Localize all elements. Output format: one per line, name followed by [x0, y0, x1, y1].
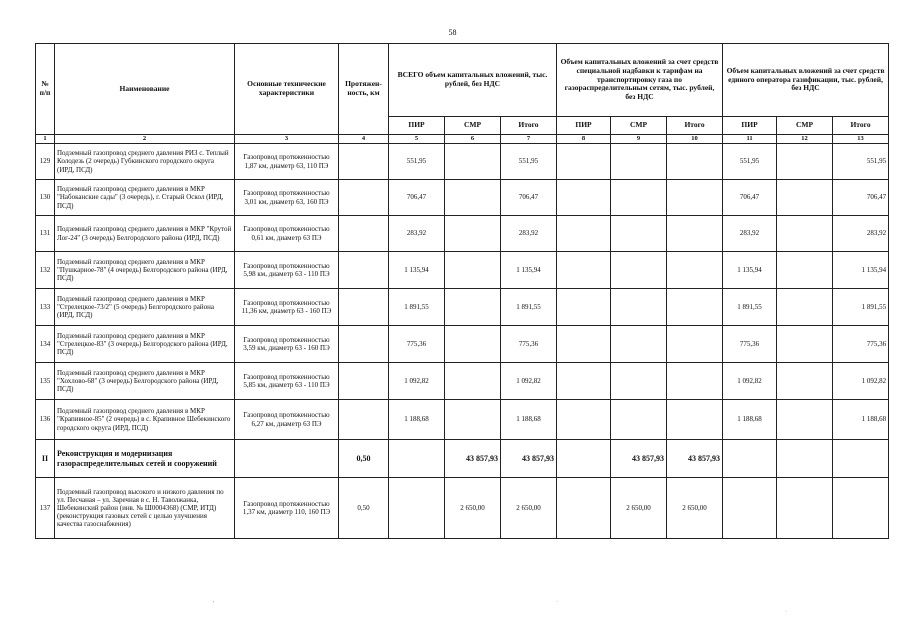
table-row — [36, 400, 889, 440]
section-row — [36, 440, 889, 478]
row-num: 134 — [36, 326, 55, 363]
row-num: 135 — [36, 363, 55, 400]
row-c5: 1 188,68 — [389, 400, 445, 440]
section-c11 — [723, 440, 777, 478]
row-c5: 1 092,82 — [389, 363, 445, 400]
subheader-cell: СМР — [777, 117, 833, 135]
row-c11: 1 891,55 — [723, 289, 777, 326]
table-row — [36, 289, 889, 326]
row-c9 — [611, 180, 667, 216]
section-c9: 43 857,93 — [611, 440, 667, 478]
table-row — [36, 216, 889, 252]
subheader-cell: Итого — [833, 117, 889, 135]
row-c8 — [557, 144, 611, 180]
subheader-cell: СМР — [611, 117, 667, 135]
row-c8 — [557, 289, 611, 326]
row-num: 129 — [36, 144, 55, 180]
investment-table — [35, 43, 889, 539]
section-name: Реконструкция и модернизация газораспределительных сетей и сооружений — [55, 440, 235, 478]
row-c11: 1 135,94 — [723, 252, 777, 289]
row-c7: 283,92 — [501, 216, 557, 252]
row-c6 — [445, 216, 501, 252]
row-c13: 1 891,55 — [833, 289, 889, 326]
row-c6 — [445, 326, 501, 363]
row-tech: Газопровод протяженностью 5,98 км, диаметр 63 - 110 ПЭ — [235, 252, 339, 289]
row-c9 — [611, 252, 667, 289]
row-c13: 1 135,94 — [833, 252, 889, 289]
header-operator-group: Объем капитальных вложений за счет средств единого оператора газификации, тыс. рублей, без НДС — [723, 44, 889, 117]
column-index: 2 — [55, 135, 235, 144]
table-row — [36, 326, 889, 363]
row-c11: 283,92 — [723, 216, 777, 252]
table-row — [36, 363, 889, 400]
row-length: 0,50 — [339, 478, 389, 539]
row-c9 — [611, 289, 667, 326]
row-length — [339, 180, 389, 216]
header-length: Протяжен-ность, км — [339, 44, 389, 135]
row-c7: 1 135,94 — [501, 252, 557, 289]
row-c11: 775,36 — [723, 326, 777, 363]
row-tech: Газопровод протяженностью 3,01 км, диаметр 63, 160 ПЭ — [235, 180, 339, 216]
row-c13: 551,95 — [833, 144, 889, 180]
row-c12 — [777, 252, 833, 289]
row-c9 — [611, 363, 667, 400]
row-num: 133 — [36, 289, 55, 326]
row-tech: Газопровод протяженностью 11,36 км, диаметр 63 - 160 ПЭ — [235, 289, 339, 326]
section-c6: 43 857,93 — [445, 440, 501, 478]
column-index: 6 — [445, 135, 501, 144]
section-c10: 43 857,93 — [667, 440, 723, 478]
row-c5: 706,47 — [389, 180, 445, 216]
row-c7: 551,95 — [501, 144, 557, 180]
row-c10 — [667, 363, 723, 400]
row-name: Подземный газопровод среднего давления в МКР "Хохлово-68" (3 очередь) Белгородского района (ИРД, ПСД) — [55, 363, 235, 400]
row-c6 — [445, 289, 501, 326]
row-c11: 1 092,82 — [723, 363, 777, 400]
row-c7: 1 188,68 — [501, 400, 557, 440]
row-name: Подземный газопровод высокого и низкого давления по ул. Песчаная – ул. Заречная в с. Н. Таволжанка, Шебекинский район (инв. № Ш0004368) (СМР, ИТД) (реконструкция газовых сетей с целью улучшения качества газоснабжения) — [55, 478, 235, 539]
column-index: 12 — [777, 135, 833, 144]
header-name: Наименование — [55, 44, 235, 135]
row-c9 — [611, 216, 667, 252]
row-c12 — [777, 289, 833, 326]
row-c12 — [777, 478, 833, 539]
subheader-cell: ПИР — [389, 117, 445, 135]
row-c8 — [557, 478, 611, 539]
header-num: № п/п — [36, 44, 55, 135]
row-c9 — [611, 326, 667, 363]
row-c13 — [833, 478, 889, 539]
row-length — [339, 289, 389, 326]
header-special-group: Объем капитальных вложений за счет средств специальной надбавки к тарифам на транспортировку газа по газораспределительным сетям, тыс. рублей, без НДС — [557, 44, 723, 117]
row-num: 131 — [36, 216, 55, 252]
subheader-cell: Итого — [667, 117, 723, 135]
row-c10 — [667, 144, 723, 180]
row-c10 — [667, 216, 723, 252]
row-c13: 1 092,82 — [833, 363, 889, 400]
row-c5: 551,95 — [389, 144, 445, 180]
row-num: 137 — [36, 478, 55, 539]
section-c5 — [389, 440, 445, 478]
row-name: Подземный газопровод среднего давления в МКР "Пушкарное-78" (4 очередь) Белгородского района (ИРД, ПСД) — [55, 252, 235, 289]
row-c10 — [667, 400, 723, 440]
row-c9 — [611, 144, 667, 180]
row-c13: 775,36 — [833, 326, 889, 363]
data-rows — [36, 144, 889, 440]
row-name: Подземный газопровод среднего давления в МКР "Крутой Лог-24" (3 очередь) Белгородского района (ИРД, ПСД) — [55, 216, 235, 252]
table-row — [36, 180, 889, 216]
row-c12 — [777, 363, 833, 400]
row-length — [339, 363, 389, 400]
scan-mark: · — [785, 609, 787, 615]
row-c10 — [667, 326, 723, 363]
row-c9 — [611, 400, 667, 440]
row-c6 — [445, 400, 501, 440]
scan-mark: · — [556, 599, 558, 605]
row-num: 130 — [36, 180, 55, 216]
column-index: 1 — [36, 135, 55, 144]
row-tech: Газопровод протяженностью 5,85 км, диаметр 63 - 110 ПЭ — [235, 363, 339, 400]
column-index: 5 — [389, 135, 445, 144]
row-name: Подземный газопровод среднего давления в МКР "Стрелецкое-83" (3 очередь) Белгородского района (ИРД, ПСД) — [55, 326, 235, 363]
row-c13: 283,92 — [833, 216, 889, 252]
scan-mark: ' — [213, 601, 215, 607]
row-c7: 1 092,82 — [501, 363, 557, 400]
row-c7: 775,36 — [501, 326, 557, 363]
row-tech: Газопровод протяженностью 0,61 км, диаметр 63 ПЭ — [235, 216, 339, 252]
row-c6 — [445, 180, 501, 216]
row-c7: 2 650,00 — [501, 478, 557, 539]
row-c5: 283,92 — [389, 216, 445, 252]
row-c9: 2 650,00 — [611, 478, 667, 539]
row-length — [339, 144, 389, 180]
subheader-cell: Итого — [501, 117, 557, 135]
column-index: 11 — [723, 135, 777, 144]
row-c6: 2 650,00 — [445, 478, 501, 539]
row-c11: 551,95 — [723, 144, 777, 180]
row-length — [339, 252, 389, 289]
row-tech: Газопровод протяженностью 3,59 км, диаметр 63 - 160 ПЭ — [235, 326, 339, 363]
column-index: 4 — [339, 135, 389, 144]
row-c13: 1 188,68 — [833, 400, 889, 440]
row-c11 — [723, 478, 777, 539]
section-c7: 43 857,93 — [501, 440, 557, 478]
section-length: 0,50 — [339, 440, 389, 478]
row-c7: 1 891,55 — [501, 289, 557, 326]
page-number: 58 — [448, 28, 457, 37]
row-c12 — [777, 216, 833, 252]
row-c12 — [777, 180, 833, 216]
table-row — [36, 252, 889, 289]
row-num: 132 — [36, 252, 55, 289]
section-num: II — [36, 440, 55, 478]
row-name: Подземный газопровод среднего давления в МКР "Стрелецкое-73/2" (5 очередь) Белгородского района (ИРД, ПСД) — [55, 289, 235, 326]
row-c8 — [557, 326, 611, 363]
table-row — [36, 144, 889, 180]
row-c6 — [445, 144, 501, 180]
section-tech — [235, 440, 339, 478]
row-c11: 1 188,68 — [723, 400, 777, 440]
row-c6 — [445, 252, 501, 289]
subheader-cell: ПИР — [723, 117, 777, 135]
column-index: 9 — [611, 135, 667, 144]
row-length — [339, 400, 389, 440]
subheader-cell: ПИР — [557, 117, 611, 135]
row-c5: 1 135,94 — [389, 252, 445, 289]
row-c8 — [557, 363, 611, 400]
column-index: 13 — [833, 135, 889, 144]
row-c12 — [777, 400, 833, 440]
row-c6 — [445, 363, 501, 400]
row-name: Подземный газопровод среднего давления в МКР "Крапивное-85" (2 очередь) в с. Крапивное Шебекинского городского округа (ИРД, ПСД) — [55, 400, 235, 440]
row-c7: 706,47 — [501, 180, 557, 216]
row-c8 — [557, 180, 611, 216]
table-row — [36, 478, 889, 539]
row-c5: 1 891,55 — [389, 289, 445, 326]
section-c13 — [833, 440, 889, 478]
row-tech: Газопровод протяженностью 6,27 км, диаметр 63 ПЭ — [235, 400, 339, 440]
row-c5: 775,36 — [389, 326, 445, 363]
row-name: Подземный газопровод среднего давления в МКР "Набоканские сады" (3 очередь), г. Старый Оскол (ИРД, ПСД) — [55, 180, 235, 216]
row-length — [339, 326, 389, 363]
row-c10 — [667, 289, 723, 326]
column-index: 3 — [235, 135, 339, 144]
row-c10: 2 650,00 — [667, 478, 723, 539]
row-c8 — [557, 400, 611, 440]
column-index: 7 — [501, 135, 557, 144]
row-c12 — [777, 326, 833, 363]
header-total-group: ВСЕГО объем капитальных вложений, тыс. рублей, без НДС — [389, 44, 557, 117]
row-num: 136 — [36, 400, 55, 440]
column-index: 8 — [557, 135, 611, 144]
subheader-cell: СМР — [445, 117, 501, 135]
row-c13: 706,47 — [833, 180, 889, 216]
row-c11: 706,47 — [723, 180, 777, 216]
row-c8 — [557, 252, 611, 289]
row-c8 — [557, 216, 611, 252]
row-c12 — [777, 144, 833, 180]
header-tech: Основные технические характеристики — [235, 44, 339, 135]
row-c10 — [667, 180, 723, 216]
section-c8 — [557, 440, 611, 478]
row-name: Подземный газопровод среднего давления РИЗ с. Теплый Колодезь (2 очередь) Губкинского городского округа (ИРД, ПСД) — [55, 144, 235, 180]
column-index: 10 — [667, 135, 723, 144]
row-c5 — [389, 478, 445, 539]
row-length — [339, 216, 389, 252]
row-tech: Газопровод протяженностью 1,87 км, диаметр 63, 110 ПЭ — [235, 144, 339, 180]
row-tech: Газопровод протяженностью 1,37 км, диаметр 110, 160 ПЭ — [235, 478, 339, 539]
row-c10 — [667, 252, 723, 289]
section-c12 — [777, 440, 833, 478]
